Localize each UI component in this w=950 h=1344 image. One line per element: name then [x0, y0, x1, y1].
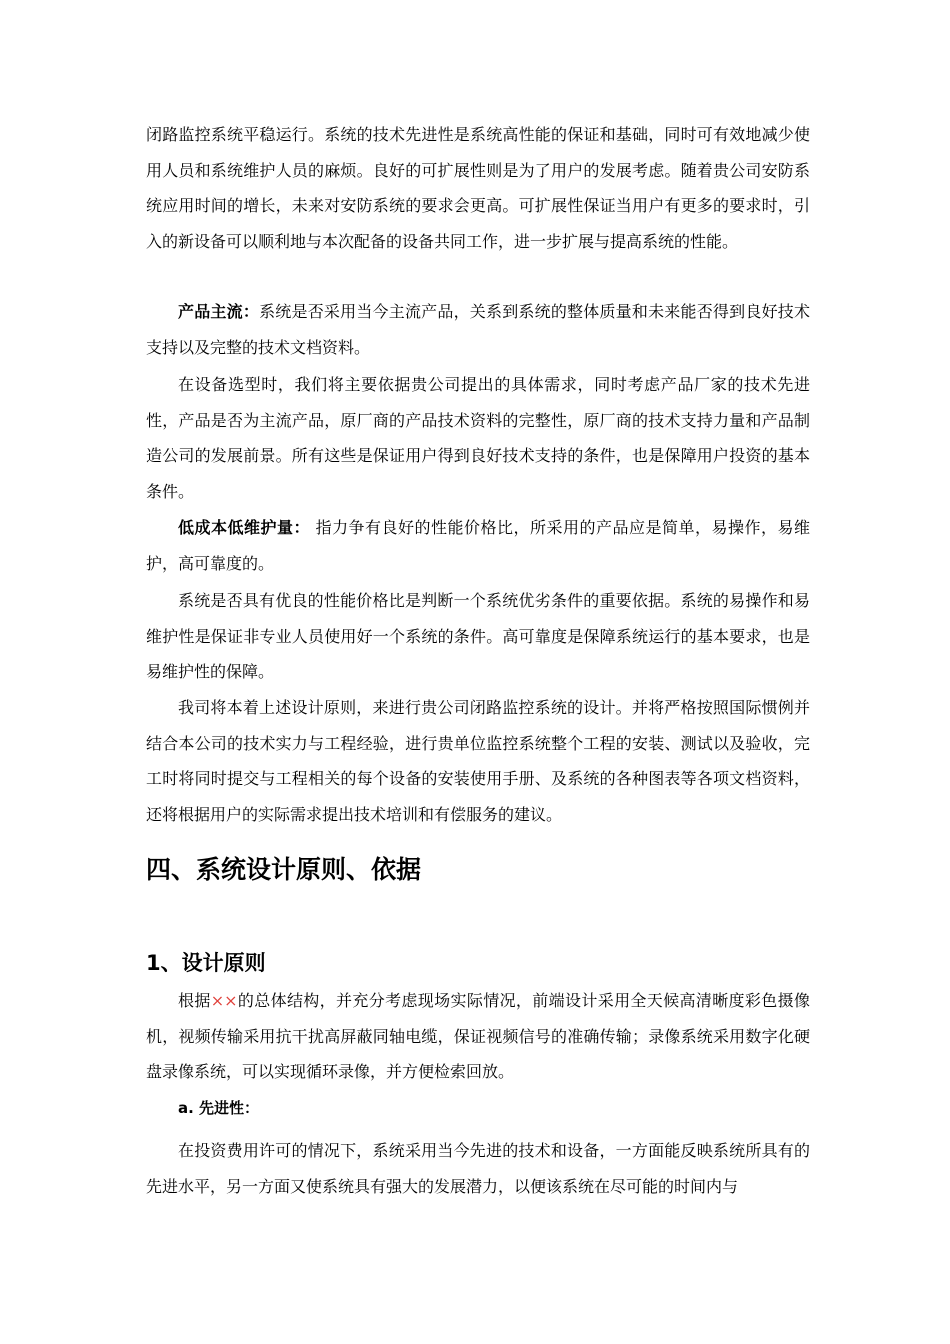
paragraph-design-commitment: 我司将本着上述设计原则，来进行贵公司闭路监控系统的设计。并将严格按照国际惯例并结合本公司的技术实力与工程经验，进行贵单位监控系统整个工程的安装、测试以及验收，完工时将同时提交与工程相关的每个设备的安装使用手册、及系统的各种图表等各项文档资料，还将根据用户的实际需求提出技术培训和有偿服务的建议。	[146, 698, 810, 824]
section-heading-design-principles: 四、系统设计原则、依据	[146, 855, 422, 884]
paragraph-extensibility: 闭路监控系统平稳运行。系统的技术先进性是系统高性能的保证和基础，同时可有效地减少使用人员和系统维护人员的麻烦。良好的可扩展性则是为了用户的发展考虑。随着贵公司安防系统应用时间的增长，未来对安防系统的要求会更高。可扩展性保证当用户有更多的要求时，引入的新设备可以顺利地与本次配备的设备共同工作，进一步扩展与提高系统的性能。	[146, 125, 810, 251]
paragraph-low-cost	[146, 510, 810, 581]
low-cost-text: 指力争有良好的性能价格比，所采用的产品应是简单，易操作，易维护，高可靠度的。	[146, 518, 810, 573]
subsection-heading-design-principle: 1、设计原则	[146, 951, 266, 975]
item-heading-advanced: a. 先进性：	[178, 1099, 260, 1117]
paragraph-equipment-selection: 在设备选型时，我们将主要依据贵公司提出的具体需求，同时考虑产品厂家的技术先进性，产品是否为主流产品，原厂商的产品技术资料的完整性，原厂商的技术支持力量和产品制造公司的发展前景。所有这些是保证用户得到良好技术支持的条件，也是保障用户投资的基本条件。	[146, 375, 810, 501]
overall-structure-pre: 根据	[178, 991, 211, 1010]
paragraph-cost-performance: 系统是否具有优良的性能价格比是判断一个系统优劣条件的重要依据。系统的易操作和易维护性是保证非专业人员使用好一个系统的条件。高可靠度是保障系统运行的基本要求，也是易维护性的保障。	[146, 591, 810, 681]
mainstream-label: 产品主流：	[178, 302, 260, 321]
paragraph-mainstream-products	[146, 294, 810, 365]
placeholder-mark: ××	[210, 991, 238, 1010]
overall-structure-post: 的总体结构，并充分考虑现场实际情况，前端设计采用全天候高清晰度彩色摄像机，视频传输采用抗干扰高屏蔽同轴电缆，保证视频信号的准确传输；录像系统采用数字化硬盘录像系统，可以实现循环录像，并方便检索回放。	[146, 991, 810, 1081]
low-cost-label: 低成本低维护量：	[178, 518, 310, 537]
paragraph-advanced: 在投资费用许可的情况下，系统采用当今先进的技术和设备，一方面能反映系统所具有的先进水平，另一方面又使系统具有强大的发展潜力，以便该系统在尽可能的时间内与	[146, 1141, 810, 1196]
mainstream-text: 系统是否采用当今主流产品，关系到系统的整体质量和未来能否得到良好技术支持以及完整的技术文档资料。	[146, 302, 810, 357]
paragraph-overall-structure	[146, 983, 810, 1090]
